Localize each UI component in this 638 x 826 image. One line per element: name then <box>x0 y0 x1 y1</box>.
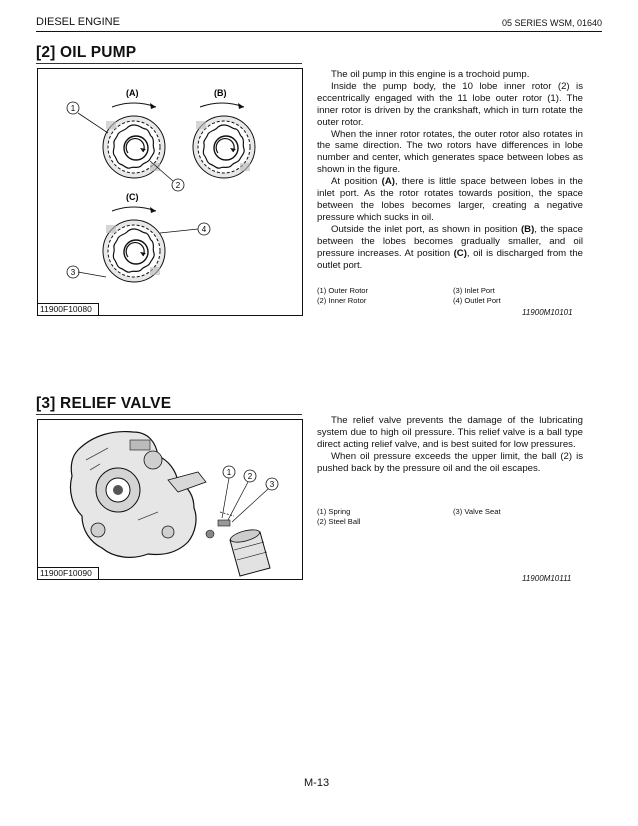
oil-pump-doc-ref: 11900M10101 <box>522 308 573 317</box>
relief-callout-1: 1 <box>226 468 232 477</box>
relief-valve-figure-code: 11900F10090 <box>40 568 92 578</box>
relief-valve-title: [3] RELIEF VALVE <box>36 395 172 412</box>
relief-valve-legend <box>317 507 583 527</box>
rotor-b <box>193 116 255 178</box>
header-right: 05 SERIES WSM, 01640 <box>501 18 602 28</box>
callout-1: 1 <box>70 104 76 113</box>
callout-4: 4 <box>201 225 207 234</box>
oil-pump-figure-code: 11900F10080 <box>40 304 92 314</box>
label-c: (C) <box>126 192 139 202</box>
para-5-post: , oil is discharged from the outlet port. <box>317 247 583 271</box>
para-4-pre: At position <box>331 176 382 188</box>
relief-figure-code-divider <box>98 567 99 579</box>
rotor-c <box>103 220 165 282</box>
para-4-post: , there is little space between lobes in the inlet port. As the rotor rotates towards position, the space between the lobes becomes larger, creating a negative pressure which sucks in oil. <box>317 176 583 223</box>
oil-pump-para-3: When the inner rotor rotates, the outer rotor also rotates in the same direction. The two rotors have differences in lobe number and center, which generates space between lobes as shown in the figure. <box>317 128 583 176</box>
header-rule <box>36 31 602 32</box>
relief-valve-description <box>317 415 583 475</box>
oil-pump-para-4 <box>317 176 583 224</box>
oil-pump-description <box>317 69 583 271</box>
header-left: DIESEL ENGINE <box>36 16 120 28</box>
relief-para-2: When oil pressure exceeds the upper limit, the ball (2) is pushed back by the pressure oil and the oil escapes. <box>317 450 583 474</box>
oil-pump-title-rule <box>36 63 302 64</box>
legend-inner-rotor: (2) Inner Rotor <box>317 296 367 305</box>
legend-valve-seat: (3) Valve Seat <box>453 507 501 516</box>
legend-inlet-port: (3) Inlet Port <box>453 286 495 295</box>
oil-pump-figure <box>37 68 303 316</box>
position-a: (A) <box>381 176 395 188</box>
rotor-a <box>103 116 165 178</box>
legend-outlet-port: (4) Outlet Port <box>453 296 501 305</box>
oil-pump-para-5 <box>317 224 583 272</box>
relief-valve-figure <box>37 419 303 580</box>
page-number: M-13 <box>304 777 330 789</box>
oil-pump-para-1: The oil pump in this engine is a trochoid pump. <box>331 69 530 80</box>
label-a: (A) <box>126 88 139 98</box>
legend-steel-ball: (2) Steel Ball <box>317 517 361 526</box>
oil-pump-diagram <box>38 69 302 315</box>
callout-2: 2 <box>175 181 181 190</box>
label-b: (B) <box>214 88 227 98</box>
oil-pump-title: [2] OIL PUMP <box>36 44 137 61</box>
legend-outer-rotor: (1) Outer Rotor <box>317 286 369 295</box>
position-b: (B) <box>520 223 535 235</box>
para-5-pre: Outside the inlet port, as shown in position <box>331 223 521 235</box>
relief-valve-diagram <box>38 420 302 579</box>
relief-callout-2: 2 <box>247 472 253 481</box>
figure-code-divider <box>98 303 99 315</box>
relief-valve-doc-ref: 11900M10111 <box>522 574 572 583</box>
legend-spring: (1) Spring <box>317 507 351 516</box>
relief-callout-3: 3 <box>269 480 275 489</box>
relief-valve-title-rule <box>36 414 302 415</box>
para-5-mid: , the space between the lobes becomes gradually smaller, and oil pressure increases. At position <box>317 223 583 259</box>
oil-pump-legend <box>317 286 583 306</box>
callout-3: 3 <box>70 268 76 277</box>
oil-pump-para-2: Inside the pump body, the 10 lobe inner rotor (2) is eccentrically engaged with the 11 lobe outer rotor (1). The inner rotor is driven by the crankshaft, which in turn rotate the outer rotor. <box>317 80 583 128</box>
relief-para-1: The relief valve prevents the damage of the lubricating system due to high oil pressure. This relief valve is a ball type direct acting relief valve, and is best suited for low pressures. <box>317 415 583 450</box>
position-c: (C) <box>453 247 467 259</box>
